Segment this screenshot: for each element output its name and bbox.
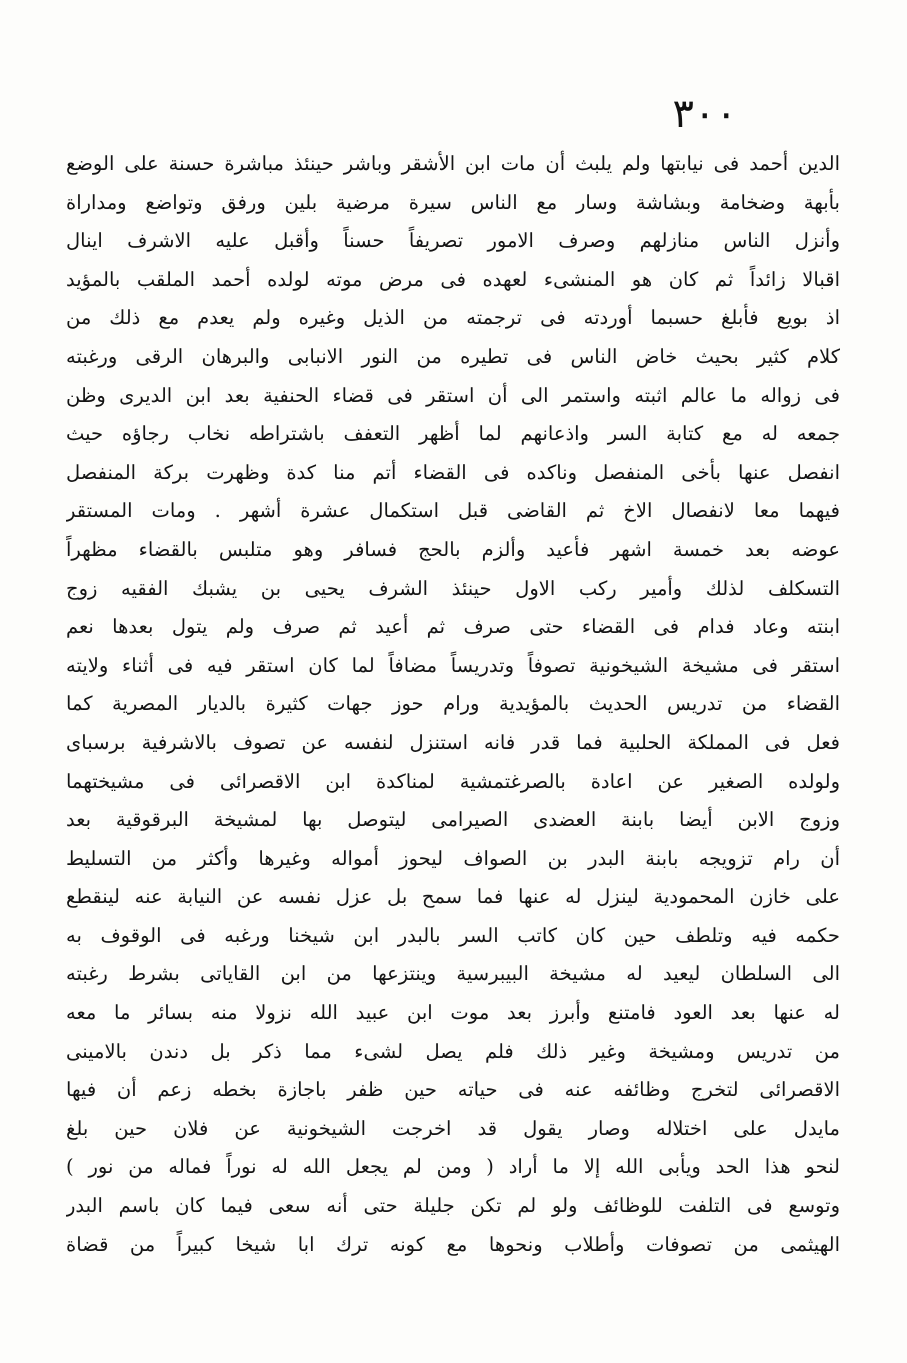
text-line: له عنها بعد العود فامتنع وأبرز بعد موت ابن عبيد الله نزولا منه بسائر ما معه <box>66 1001 840 1025</box>
text-line: وأنزل الناس منازلهم وصرف الامور تصريفاً حسناً وأقبل عليه الاشرف اينال <box>66 229 840 253</box>
text-line: وزوج الابن أيضا بابنة العضدى الصيرامى ليتوصل بها لمشيخة البرقوقية بعد <box>66 808 840 832</box>
text-line: ابنته وعاد فدام فى القضاء حتى صرف ثم أعيد ثم صرف ولم يتول بعدها نعم <box>66 615 840 639</box>
page-number: ٣٠٠ <box>672 91 737 137</box>
text-line: الهيثمى من تصوفات وأطلاب ونحوها مع كونه ترك ابا شيخا كبيراً من قضاة <box>66 1232 840 1256</box>
text-line: الدين أحمد فى نيابتها ولم يلبث أن مات ابن الأشقر وباشر حينئذ مباشرة حسنة على الوضع <box>66 152 840 175</box>
text-line: اقبالا زائداً ثم كان هو المنشىء لعهده فى مرض موته لولده أحمد الملقب بالمؤيد <box>66 267 840 291</box>
text-line: فى زواله ما عالم اثبته واستمر الى أن استقر فى قضاء الحنفية بعد ابن الديرى وظن <box>66 383 840 407</box>
text-line: على خازن المحمودية لينزل له عنها فما سمح بل عزل نفسه عن النيابة عنه لينقطع <box>66 885 840 909</box>
text-line: استقر فى مشيخة الشيخونية تصوفاً وتدريساً مضافاً لما كان استقر فيه فى أثناء ولايته <box>66 653 840 677</box>
text-line: أن رام تزويجه بابنة البدر بن الصواف ليحوز أمواله وغيرها وأكثر من التسليط <box>66 846 840 870</box>
text-line: من تدريس ومشيخة وغير ذلك فلم يصل لشىء مما ذكر بل دندن بالامينى <box>66 1039 840 1063</box>
page-text <box>66 145 840 1264</box>
text-line: ولولده الصغير عن اعادة بالصرغتمشية لمناكدة ابن الاقصرائى فى مشيختهما <box>66 769 840 793</box>
text-line: كلام كثير بحيث خاض الناس فى تطيره من النور الانبابى والبرهان الرقى ورغبته <box>66 344 840 368</box>
text-line: فعل فى المملكة الحلبية فما قدر فانه استنزل لنفسه عن تصوف بالاشرفية برسباى <box>66 730 840 754</box>
text-line: الاقصرائى لتخرج وظائفه عنه فى حياته حين ظفر باجازة بخطه زعم أن فيها <box>66 1078 840 1102</box>
text-line: التسكلف لذلك وأمير ركب الاول حينئذ الشرف يحيى بن يشبك الفقيه زوج <box>66 576 840 600</box>
text-line: لنحو هذا الحد ويأبى الله إلا ما أراد ( ومن لم يجعل الله له نوراً فماله من نور ) <box>66 1155 840 1179</box>
text-line: مايدل على اختلاله وصار يقول قد اخرجت الشيخونية عن فلان حين بلغ <box>66 1116 840 1140</box>
text-line: عوضه بعد خمسة اشهر فأعيد وألزم بالحج فسافر وهو متلبس بالقضاء مظهراً <box>66 537 840 561</box>
text-line: بأبهة وضخامة وبشاشة وسار مع الناس سيرة مرضية بلين ورفق وتواضع ومداراة <box>66 190 840 214</box>
text-line: حكمه فيه وتلطف حين كان كاتب السر بالبدر ابن شيخنا ورغبه فى الوقوف به <box>66 923 840 947</box>
text-line: فيهما معا لانفصال الاخ ثم القاضى قبل استكمال عشرة أشهر . ومات المستقر <box>66 499 840 523</box>
text-line: وتوسع فى التلفت للوظائف ولو لم تكن جليلة حتى أنه سعى فيما كان باسم البدر <box>66 1194 840 1218</box>
text-line: انفصل عنها بأخى المنفصل وناكده فى القضاء أتم منا كدة وظهرت بركة المنفصل <box>66 460 840 484</box>
text-line: اذ بويع فأبلغ حسبما أوردته فى ترجمته من الذيل وغيره ولم يعدم مع ذلك من <box>66 306 840 330</box>
text-line: القضاء من تدريس الحديث بالمؤيدية ورام حوز جهات كثيرة بالديار المصرية كما <box>66 692 840 716</box>
text-line: جمعه له مع كتابة السر واذعانهم لما أظهر التعفف باشتراطه نخاب رجاؤه حيث <box>66 422 840 446</box>
text-line: الى السلطان ليعيد له مشيخة البيبرسية وينتزعها من ابن القاياتى بشرط رغبته <box>66 962 840 986</box>
